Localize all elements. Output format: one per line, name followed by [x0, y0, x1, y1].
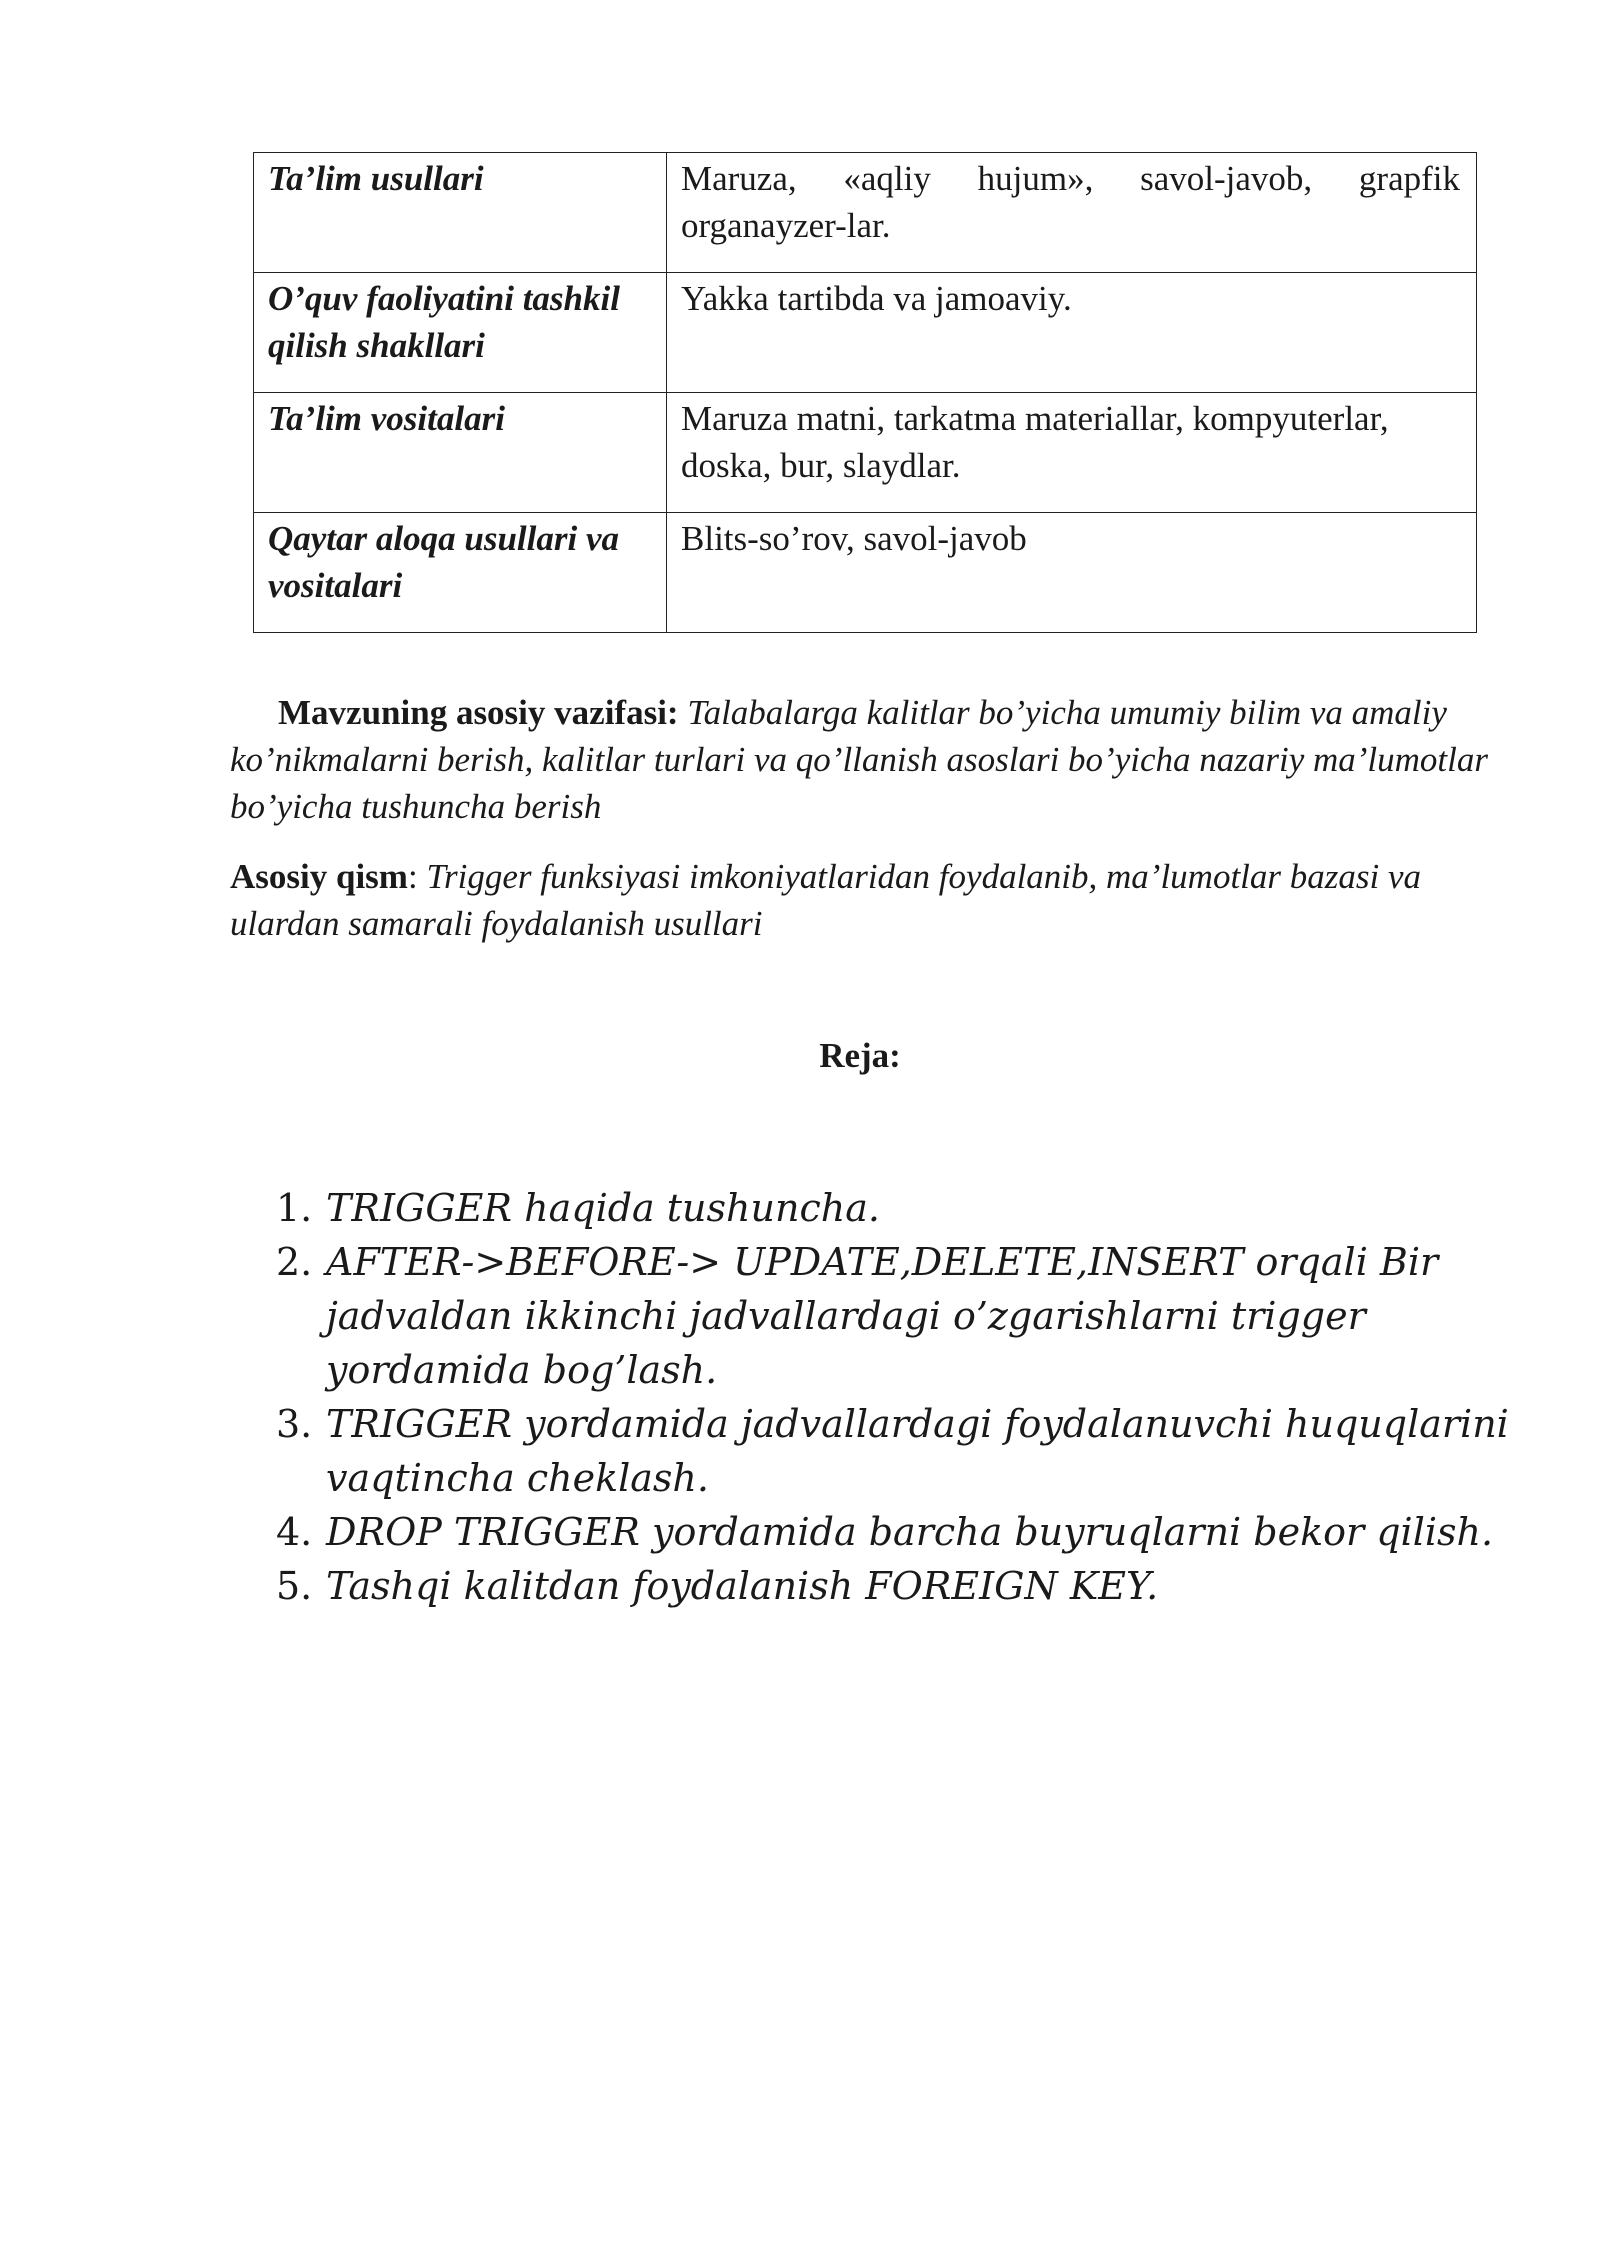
main-part-text: Trigger funksiyasi imkoniyatlaridan foydalanib, ma’lumotlar bazasi va ulardan samarali foydalanish usullari: [230, 857, 1422, 943]
list-item: [276, 1505, 1516, 1559]
item-number: 3.: [276, 1402, 313, 1446]
list-item: [276, 1397, 1516, 1505]
item-text: AFTER->BEFORE-> UPDATE,DELETE,INSERT orqali Bir jadvaldan ikkinchi jadvallardagi o’zgarishlarni trigger yordamida bog’lash.: [326, 1240, 1439, 1392]
row-value: Yakka tartibda va jamoaviy.: [667, 273, 1477, 393]
table-row: [254, 513, 1477, 633]
list-item: [276, 1235, 1516, 1397]
plan-list: [276, 1181, 1516, 1613]
item-number: 5.: [276, 1564, 313, 1608]
table-row: [254, 393, 1477, 513]
main-part-paragraph: Asosiy qism: Trigger funksiyasi imkoniyatlaridan foydalanib, ma’lumotlar bazasi va ulardan samarali foydalanish usullari: [230, 857, 1422, 943]
item-number: 4.: [276, 1510, 313, 1554]
table-row: [254, 153, 1477, 273]
item-number: 1.: [276, 1186, 313, 1230]
row-value: Blits-so’rov, savol-javob: [667, 513, 1477, 633]
table-row: [254, 273, 1477, 393]
row-value: Maruza, «aqliy hujum», savol-javob, grapfik organayzer-lar.: [667, 153, 1477, 273]
list-item: [276, 1181, 1516, 1235]
item-number: 2.: [276, 1240, 313, 1284]
item-text: DROP TRIGGER yordamida barcha buyruqlarni bekor qilish.: [326, 1510, 1494, 1554]
plan-heading: Reja:: [819, 1036, 901, 1075]
row-label: Ta’lim usullari: [254, 153, 667, 273]
row-label: Qaytar aloqa usullari va vositalari: [254, 513, 667, 633]
row-label: O’quv faoliyatini tashkil qilish shakllari: [254, 273, 667, 393]
item-text: TRIGGER haqida tushuncha.: [326, 1186, 880, 1230]
row-label: Ta’lim vositalari: [254, 393, 667, 513]
task-text: Talabalarga kalitlar bo’yicha umumiy bilim va amaliy ko’nikmalarni berish, kalitlar turlari va qo’llanish asoslari bo’yicha nazariy ma’lumotlar bo’yicha tushuncha berish: [230, 693, 1489, 826]
list-item: [276, 1559, 1516, 1613]
row-value: Maruza matni, tarkatma materiallar, kompyuterlar, doska, bur, slaydlar.: [667, 393, 1477, 513]
task-paragraph: Mavzuning asosiy vazifasi: Talabalarga kalitlar bo’yicha umumiy bilim va amaliy ko’nikmalarni berish, kalitlar turlari va qo’llanish asoslari bo’yicha nazariy ma’lumotlar bo’yicha tushuncha berish: [230, 693, 1489, 826]
task-label: Mavzuning asosiy vazifasi: [278, 693, 667, 732]
item-text: TRIGGER yordamida jadvallardagi foydalanuvchi huquqlarini vaqtincha cheklash.: [326, 1402, 1509, 1500]
item-text: Tashqi kalitdan foydalanish FOREIGN KEY.: [326, 1564, 1159, 1608]
info-table: [253, 152, 1477, 633]
main-part-label: Asosiy qism: [230, 857, 408, 896]
